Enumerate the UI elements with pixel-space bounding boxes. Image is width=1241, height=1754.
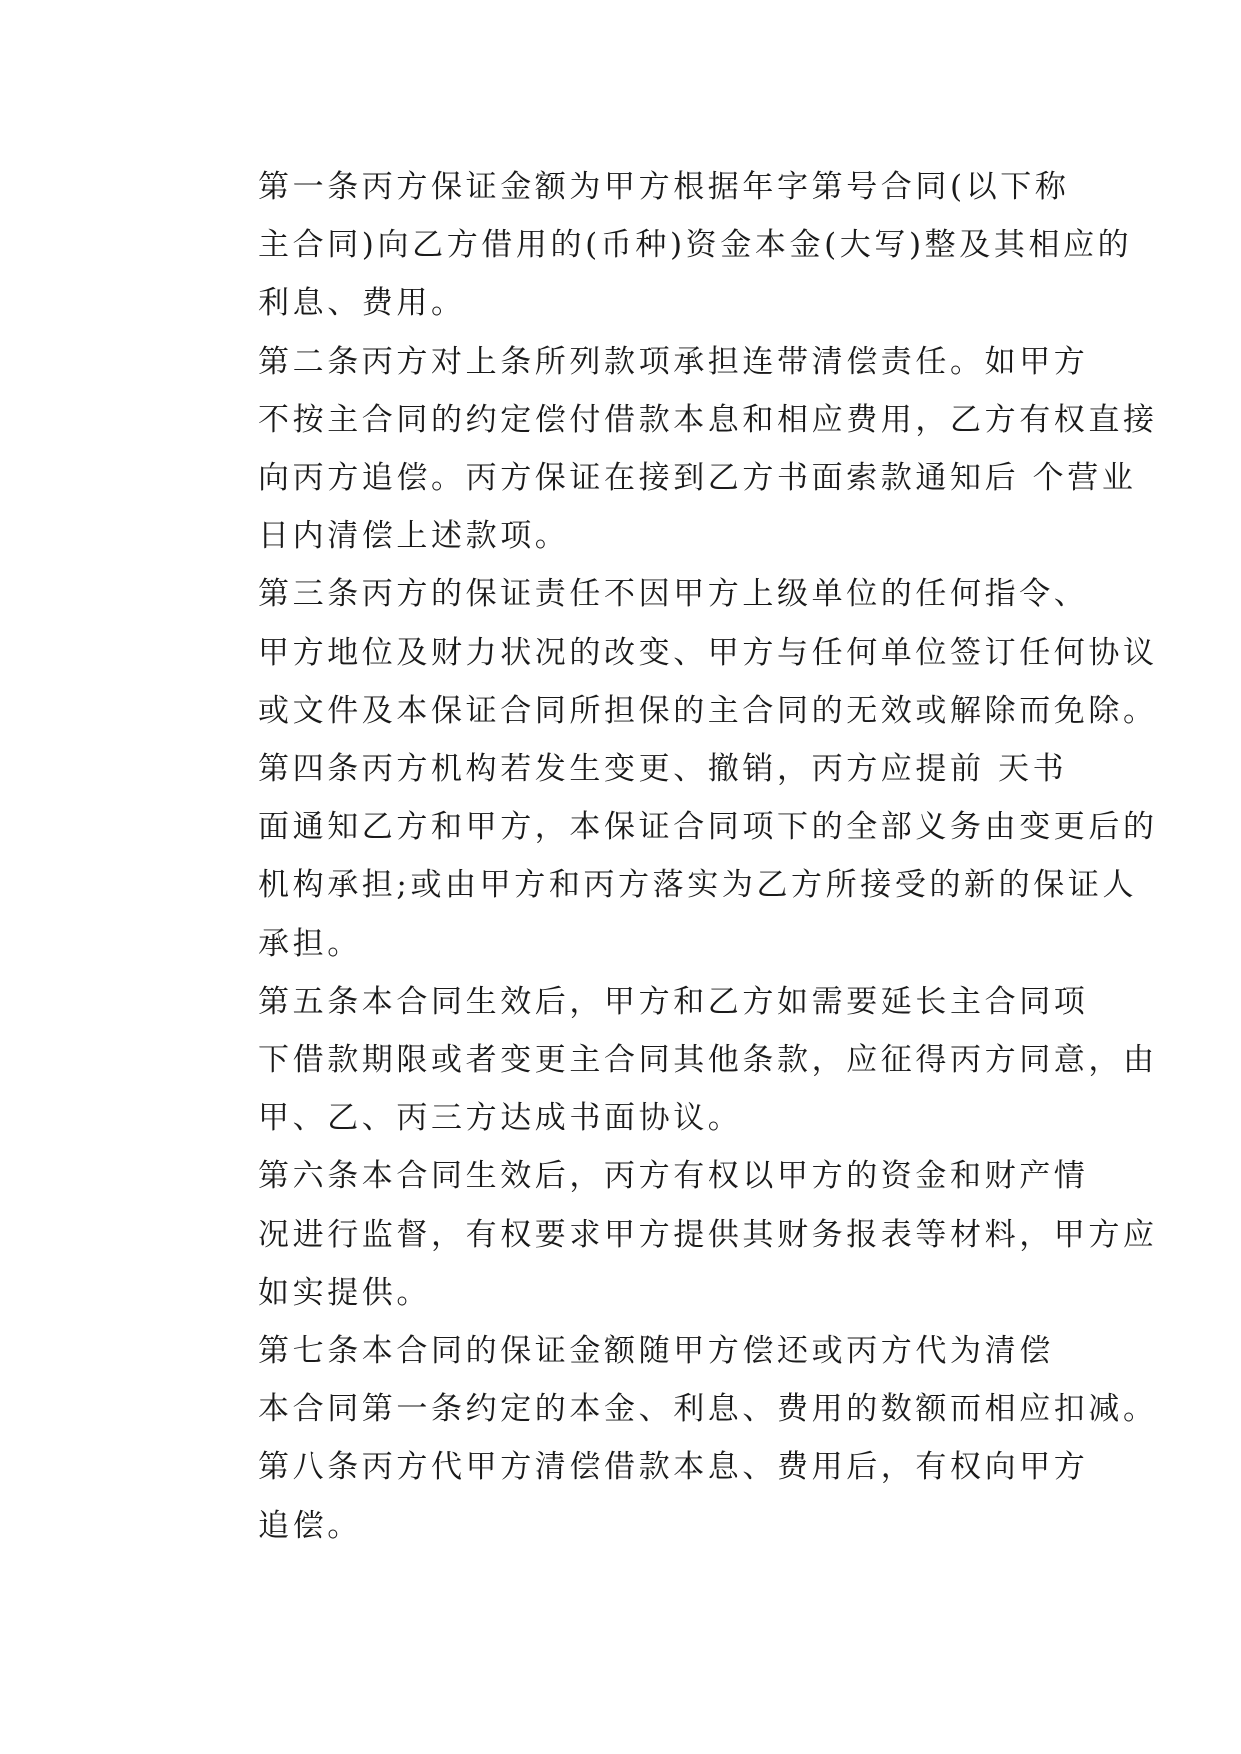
article-4-line-4: 承担。 (258, 925, 362, 962)
article-1 (190, 158, 1133, 333)
article-2-line-4: 日内清偿上述款项。 (258, 518, 570, 555)
article-2 (190, 333, 1158, 566)
article-4 (190, 740, 1158, 973)
article-8-line-1: 第八条丙方代甲方清偿借款本息、费用后，有权向甲方 (258, 1449, 1089, 1486)
article-7-line-1: 第七条本合同的保证金额随甲方偿还或丙方代为清偿 (258, 1333, 1054, 1370)
article-7-line-2: 本合同第一条约定的本金、利息、费用的数额而相应扣减。 (258, 1391, 1158, 1428)
article-6 (190, 1147, 1158, 1322)
article-3-line-1: 第三条丙方的保证责任不因甲方上级单位的任何指令、 (258, 576, 1089, 613)
article-2-line-2: 不按主合同的约定偿付借款本息和相应费用，乙方有权直接 (258, 401, 1158, 438)
article-7 (190, 1322, 1158, 1438)
article-5-line-1: 第五条本合同生效后，甲方和乙方如需要延长主合同项 (258, 983, 1089, 1020)
article-4-line-3: 机构承担;或由甲方和丙方落实为乙方所接受的新的保证人 (258, 867, 1138, 904)
article-1-line-1: 第一条丙方保证金额为甲方根据年字第号合同(以下称 (258, 169, 1070, 205)
article-3-line-2: 甲方地位及财力状况的改变、甲方与任何单位签订任何协议 (258, 634, 1158, 671)
article-6-line-2: 况进行监督，有权要求甲方提供其财务报表等材料，甲方应 (258, 1216, 1158, 1253)
article-2-line-3: 向丙方追偿。丙方保证在接到乙方书面索款通知后 个营业 (258, 460, 1137, 497)
article-4-line-2: 面通知乙方和甲方，本保证合同项下的全部义务由变更后的 (258, 809, 1158, 846)
article-6-line-3: 如实提供。 (258, 1274, 431, 1311)
article-5 (190, 973, 1158, 1148)
article-1-line-3: 利息、费用。 (258, 285, 466, 322)
article-6-line-1: 第六条本合同生效后，丙方有权以甲方的资金和财产情 (258, 1158, 1089, 1195)
article-5-line-3: 甲、乙、丙三方达成书面协议。 (258, 1100, 743, 1137)
article-8 (190, 1438, 1089, 1554)
document-body (190, 158, 1158, 1555)
article-5-line-2: 下借款期限或者变更主合同其他条款，应征得丙方同意，由 (258, 1042, 1158, 1079)
article-3 (190, 565, 1158, 740)
article-8-line-2: 追偿。 (258, 1507, 362, 1544)
article-3-line-3: 或文件及本保证合同所担保的主合同的无效或解除而免除。 (258, 692, 1158, 729)
article-2-line-1: 第二条丙方对上条所列款项承担连带清偿责任。如甲方 (258, 343, 1089, 380)
article-1-line-2: 主合同)向乙方借用的(币种)资金本金(大写)整及其相应的 (258, 227, 1133, 264)
article-4-line-1: 第四条丙方机构若发生变更、撤销，丙方应提前 天书 (258, 751, 1068, 788)
